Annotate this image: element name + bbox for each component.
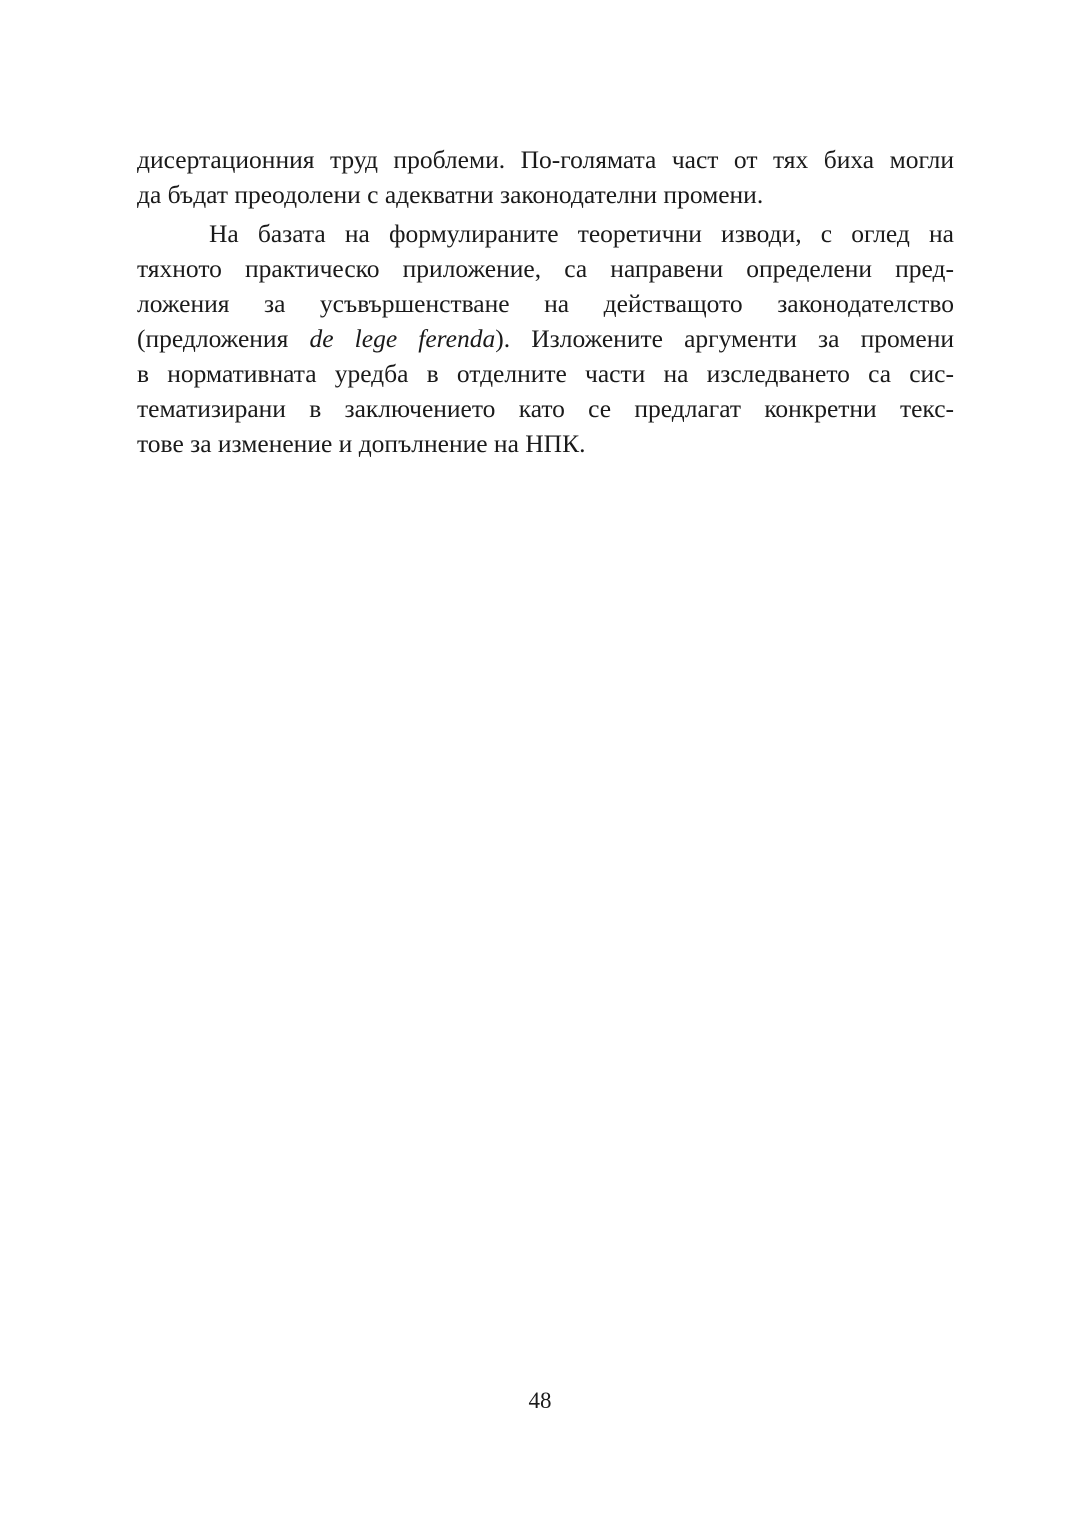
paragraph-1: [137, 142, 954, 212]
paragraph-2-line-5: в нормативната уредба в отделните части на изследването са сис-: [137, 359, 954, 388]
page-number: 48: [528, 1388, 552, 1413]
latin-phrase: de lege ferenda: [309, 324, 496, 353]
paragraph-2: [137, 216, 954, 461]
body-text: [137, 142, 954, 461]
paragraph-2-line-2: тяхното практическо приложение, са направени определени пред-: [137, 254, 954, 283]
paragraph-2-line-3: ложения за усъвършенстване на действащото законодателство: [137, 289, 954, 318]
paragraph-2-line-6: тематизирани в заключението като се предлагат конкретни текс-: [137, 394, 954, 423]
paragraph-2-line-4-pre: (предложения: [137, 324, 310, 353]
paragraph-1-line-1: дисертационния труд проблеми. По-голямата част от тях биха могли: [137, 145, 954, 174]
paragraph-2-line-1: На базата на формулираните теоретични изводи, с оглед на: [209, 219, 954, 248]
paragraph-2-line-4-post: ). Изложените аргументи за промени: [495, 324, 954, 353]
paragraph-2-line-7: тове за изменение и допълнение на НПК.: [137, 429, 586, 458]
paragraph-1-line-2: да бъдат преодолени с адекватни законодателни промени.: [137, 180, 764, 209]
paragraph-2-line-4: [137, 321, 954, 356]
